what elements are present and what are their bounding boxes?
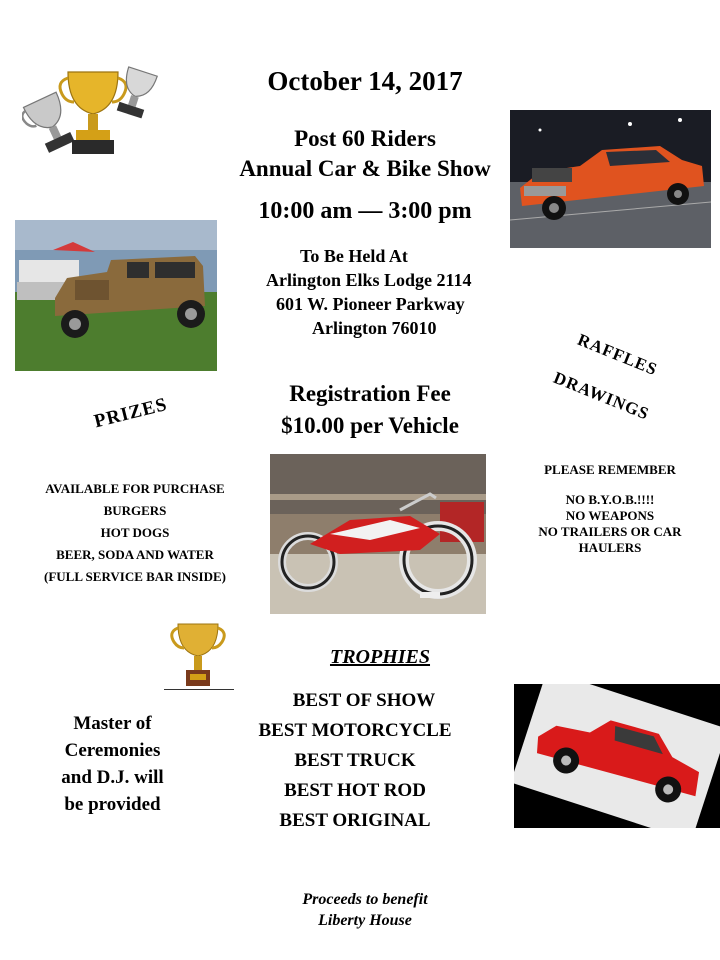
event-date: October 14, 2017 (267, 66, 463, 96)
trophy-category: BEST HOT ROD (284, 780, 426, 801)
trophy-category: BEST OF SHOW (292, 690, 436, 711)
prize-item: BURGERS (103, 503, 167, 518)
proceeds-note (260, 889, 470, 931)
proceeds-line: Proceeds to benefit (302, 891, 428, 908)
hot-rod-photo (15, 220, 217, 371)
muscle-car-photo (510, 110, 711, 248)
fee-label: Registration Fee (289, 381, 451, 406)
red-coupe-photo (514, 684, 720, 828)
motorcycle-photo (270, 454, 486, 614)
prize-item: (FULL SERVICE BAR INSIDE) (44, 569, 226, 584)
rules-notice (520, 462, 700, 556)
beneficiary: Liberty House (318, 912, 412, 929)
trophy-category: BEST ORIGINAL (279, 810, 431, 831)
rule-item: NO WEAPONS (565, 508, 655, 523)
fee-amount: $10.00 per Vehicle (281, 413, 459, 438)
emcee-line: and D.J. will (61, 767, 164, 788)
rule-item: HAULERS (578, 540, 642, 555)
venue-city: Arlington 76010 (312, 318, 437, 338)
emcee-line: be provided (64, 794, 161, 815)
trophy-icon (164, 620, 234, 690)
raffles-label: RAFFLES (574, 330, 661, 380)
emcee-line: Master of (73, 713, 152, 734)
registration-fee (240, 378, 500, 442)
location-intro: To Be Held At (300, 246, 408, 266)
divider (164, 689, 234, 690)
rule-item: NO B.Y.O.B.!!!! (565, 492, 655, 507)
event-name: Annual Car & Bike Show (239, 156, 491, 181)
event-time: 10:00 am — 3:00 pm (258, 198, 472, 224)
event-location (250, 244, 530, 340)
trophy-category: BEST TRUCK (294, 750, 416, 771)
trophies-heading: TROPHIES (329, 646, 431, 668)
prizes-list (20, 478, 250, 588)
venue-address: 601 W. Pioneer Parkway (276, 294, 465, 314)
trophy-cups-icon (22, 62, 162, 172)
rules-heading: PLEASE REMEMBER (544, 462, 676, 477)
drawings-label: DRAWINGS (550, 368, 653, 424)
venue-name: Arlington Elks Lodge 2114 (266, 270, 472, 290)
trophy-category: BEST MOTORCYCLE (258, 720, 452, 741)
prize-item: HOT DOGS (100, 525, 170, 540)
trophies-list (240, 686, 470, 836)
emcee-line: Ceremonies (64, 740, 161, 761)
emcee-notice (30, 710, 195, 818)
prize-item: BEER, SODA AND WATER (56, 547, 214, 562)
rule-item: NO TRAILERS OR CAR (538, 524, 682, 539)
organizer-name: Post 60 Riders (294, 126, 436, 151)
prizes-heading: PRIZES (92, 393, 170, 433)
prize-item: AVAILABLE FOR PURCHASE (45, 481, 225, 496)
event-title (180, 124, 550, 184)
